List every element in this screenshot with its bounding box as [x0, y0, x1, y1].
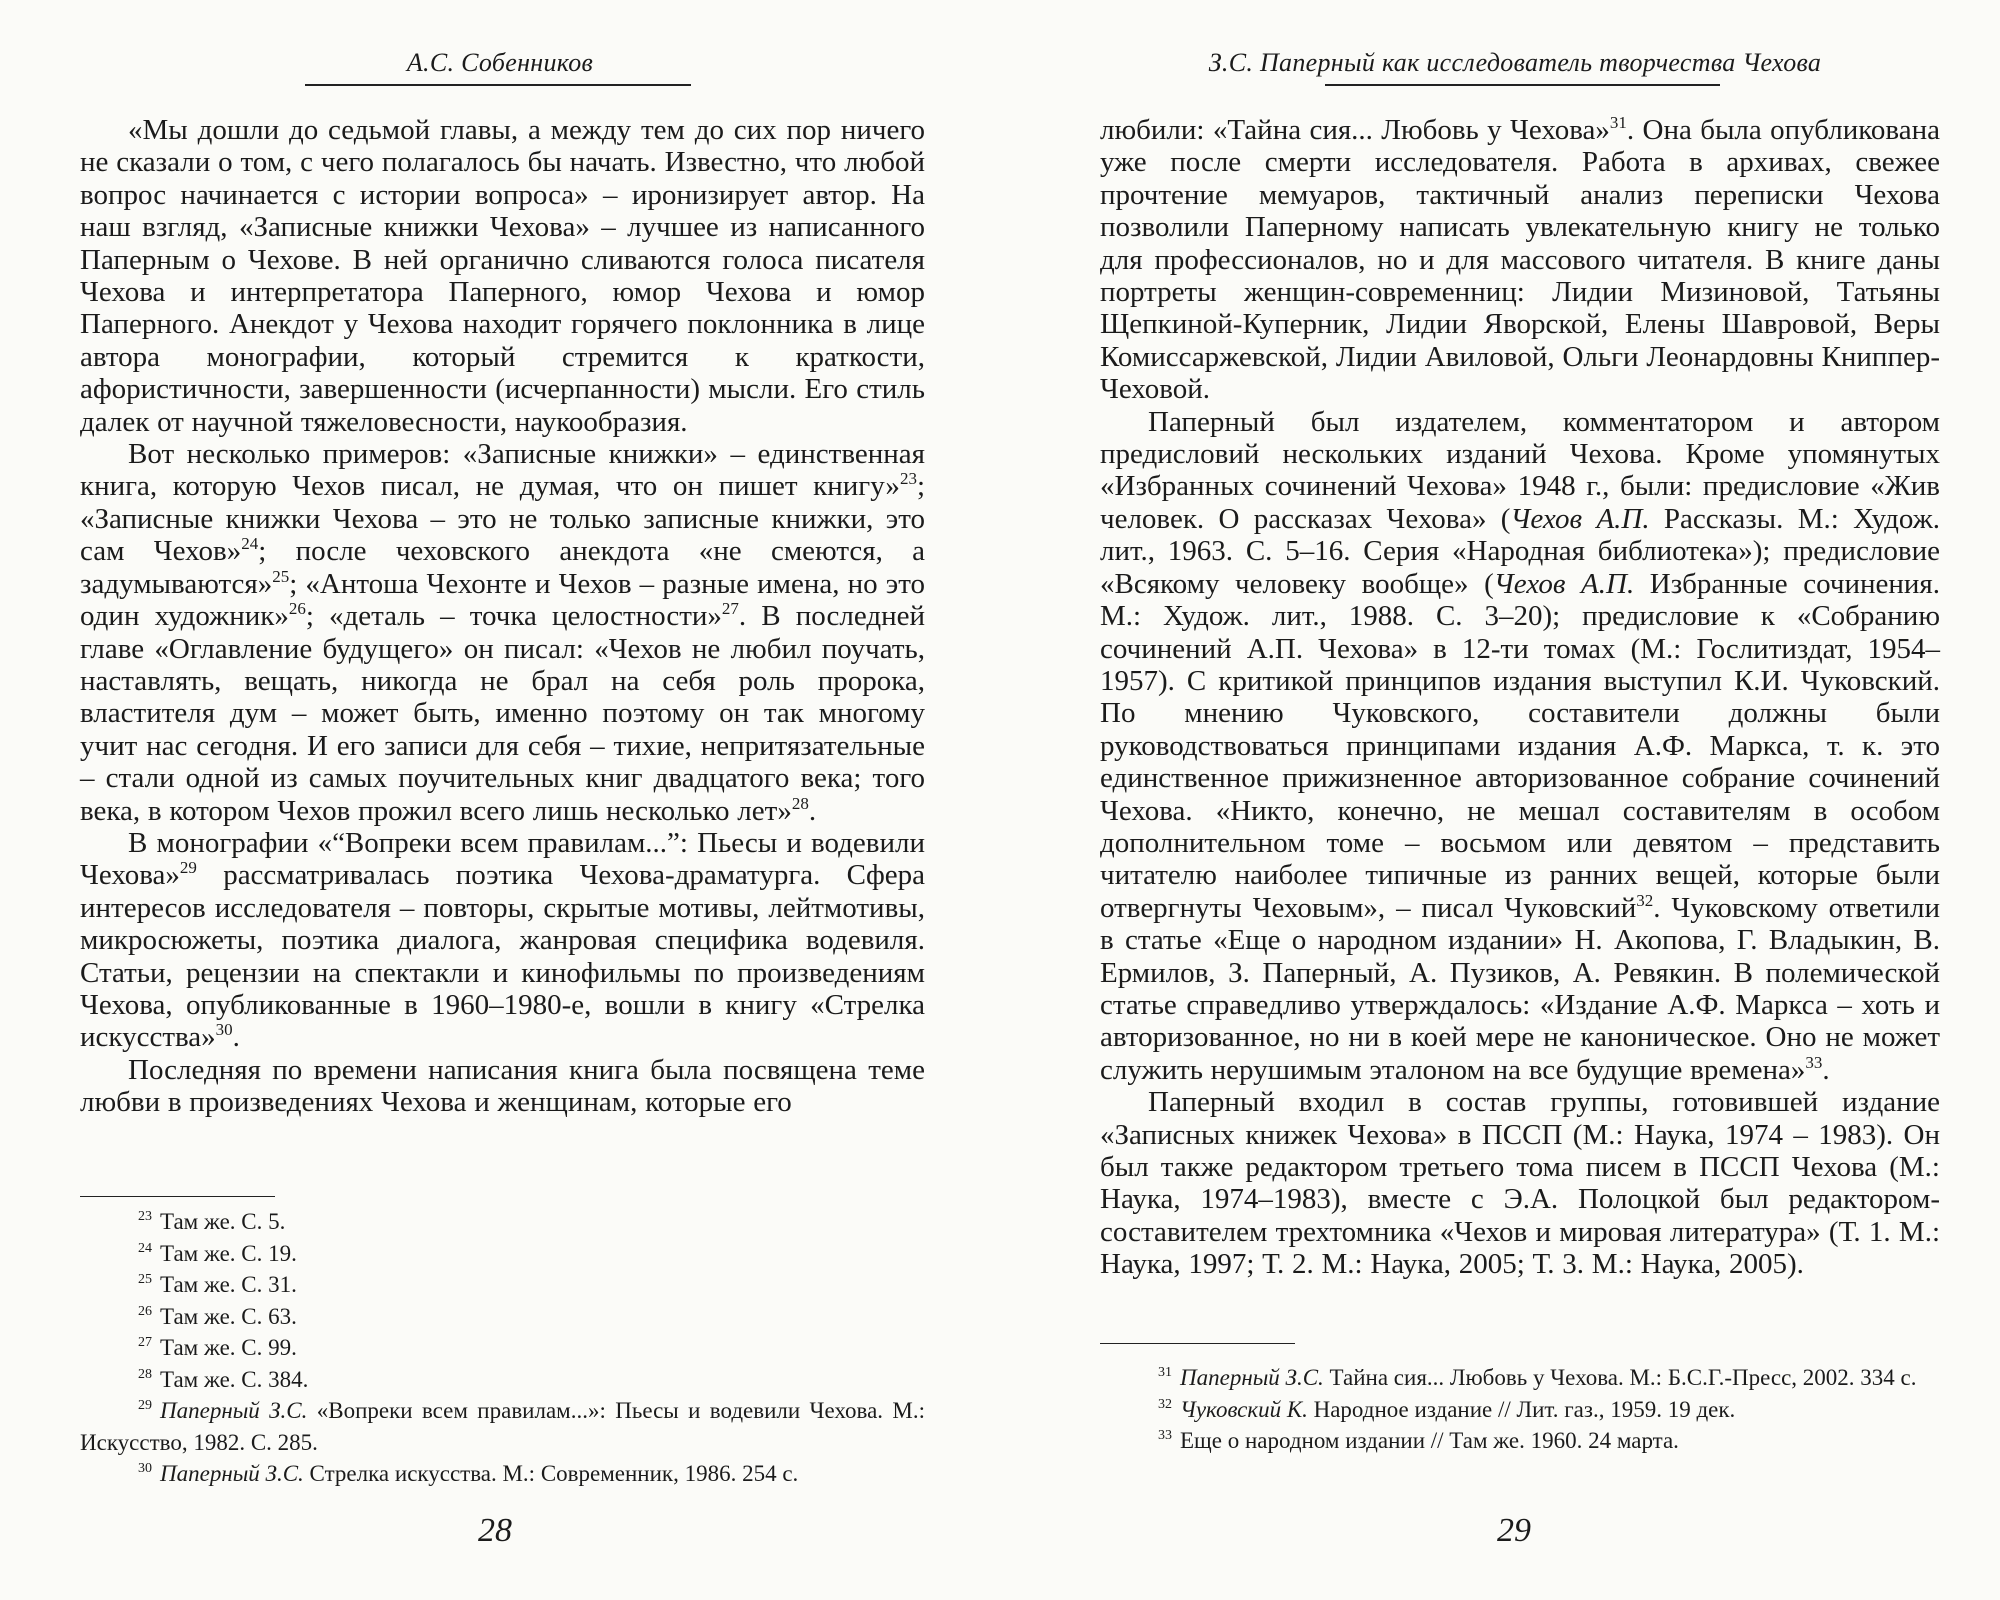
- footnote: $^{27}$ Там же. С. 99.: [138, 1335, 297, 1360]
- footnotes: [1100, 1362, 1940, 1457]
- footnote-ref[interactable]: 26: [288, 599, 306, 619]
- footnote: $^{32}$ Чуковский К. Народное издание // Лит. газ., 1959. 19 дек.: [1158, 1396, 1736, 1422]
- paragraph: Последняя по времени написания книга была посвящена теме любви в произведениях Чехова и женщинам, которые его: [80, 1053, 925, 1119]
- footnote-rule: [80, 1196, 275, 1197]
- footnote-ref[interactable]: 31: [1609, 113, 1627, 132]
- footnote-ref[interactable]: 23: [899, 469, 917, 489]
- footnote-ref[interactable]: 24: [241, 534, 259, 554]
- footnote: $^{29}$ Паперный З.С. «Вопреки всем правилам...»: Пьесы и водевили Чехова. М.: Искусство, 1982. С. 285.: [80, 1398, 925, 1455]
- footnote-ref[interactable]: 32: [1636, 890, 1654, 910]
- footnotes: [80, 1206, 925, 1490]
- paragraph: Паперный входил в состав группы, готовившей издание «Записных книжек Чехова» в ПССП (М.: Наука, 1974 – 1983). Он был также редактором третьего тома писем в ПССП Чехова (М.: Наука, 1974–1983), вместе с Э.А. Полоцкой был редактором-составителем трехтомника «Чехов и мировая литература» (Т. 1. М.: Наука, 1997; Т. 2. М.: Наука, 2005; Т. 3. М.: Наука, 2005).: [1100, 1086, 1940, 1281]
- footnote: $^{24}$ Там же. С. 19.: [138, 1240, 297, 1266]
- footnote: $^{33}$ Еще о народном издании // Там же. 1960. 24 марта.: [1158, 1428, 1679, 1453]
- footnote-ref[interactable]: 33: [1805, 1052, 1823, 1072]
- page-number: 29: [1497, 1512, 1531, 1549]
- footnote: $^{26}$ Там же. С. 63.: [138, 1303, 297, 1329]
- footnote: $^{28}$ Там же. С. 384.: [138, 1366, 309, 1392]
- footnote-ref[interactable]: 28: [791, 793, 809, 813]
- paragraph: Вот несколько примеров: «Записные книжки» – единственная книга, которую Чехов писал, не думая, что он пишет книгу»$^{23}$; «Записные книжки Чехова – это не только записные книжки, это сам Чехов»$^{24}$; после чеховского анекдота «не смеются, а задумываются»$^{25}$; «Антоша Чехонте и Чехов – разные имена, но это один художник»$^{26}$; «деталь – точка целостности»$^{27}$. В последней главе «Оглавление будущего» он писал: «Чехов не любил поучать, наставлять, вещать, никогда не брал на себя роль пророка, властителя дум – может быть, именно поэтому он так многому учит нас сегодня. И его записи для себя – тихие, непритязательные – стали одной из самых поучительных книг двадцатого века; того века, в котором Чехов прожил всего лишь несколько лет»$^{28}$.: [80, 438, 926, 827]
- footnote-ref[interactable]: 25: [272, 566, 290, 586]
- footnote: $^{31}$ Паперный З.С. Тайна сия... Любовь у Чехова. М.: Б.С.Г.-Пресс, 2002. 334 с.: [1158, 1365, 1917, 1390]
- right-page: [1000, 0, 2000, 1600]
- paragraph: «Мы дошли до седьмой главы, а между тем до сих пор ничего не сказали о том, с чего полагалось бы начать. Известно, что любой вопрос начинается с истории вопроса» – иронизирует автор. На наш взгляд, «Записные книжки Чехова» – лучшее из написанного Паперным о Чехове. В ней органично сливаются голоса писателя Чехова и интерпретатора Паперного, юмор Чехова и юмор Паперного. Анекдот у Чехова находит горячего поклонника в лице автора монографии, который стремится к краткости, афористичности, завершенности (исчерпанности) мысли. Его стиль далек от научной тяжеловесности, наукообразия.: [80, 114, 925, 438]
- header-rule: [305, 84, 691, 86]
- footnote: $^{25}$ Там же. С. 31.: [138, 1272, 297, 1297]
- paragraph: любили: «Тайна сия... Любовь у Чехова»$^{31}$. Она была опубликована уже после смерти исследователя. Работа в архивах, свежее прочтение мемуаров, тактичный анализ переписки Чехова позволили Паперному написать увлекательную книгу не только для профессионалов, но и для массового читателя. В книге даны портреты женщин-современниц: Лидии Мизиновой, Татьяны Щепкиной-Куперник, Лидии Яворской, Елены Шавровой, Веры Комиссаржевской, Лидии Авиловой, Ольги Леонардовны Книппер-Чеховой.: [1100, 113, 1940, 406]
- footnote: $^{30}$ Паперный З.С. Стрелка искусства. М.: Современник, 1986. 254 с.: [138, 1461, 799, 1486]
- page-number: 28: [478, 1512, 512, 1549]
- header-rule: [1325, 84, 1720, 86]
- footnote-ref[interactable]: 27: [721, 599, 739, 619]
- running-head: З.С. Паперный как исследователь творчества Чехова: [1208, 48, 1822, 77]
- paragraph: Паперный был издателем, комментатором и автором предисловий нескольких изданий Чехова. Кроме упомянутых «Избранных сочинений Чехова» 1948 г., были: предисловие «Жив человек. О рассказах Чехова» (Чехов А.П. Рассказы. М.: Худож. лит., 1963. С. 5–16. Серия «Народная библиотека»); предисловие «Всякому человеку вообще» (Чехов А.П. Избранные сочинения. М.: Худож. лит., 1988. С. 3–20); предисловие к «Собранию сочинений А.П. Чехова» в 12-ти томах (М.: Гослитиздат, 1954–1957). С критикой принципов издания выступил К.И. Чуковский. По мнению Чуковского, составители должны были руководствоваться принципами издания А.Ф. Маркса, т. к. это единственное прижизненное авторизованное собрание сочинений Чехова. «Никто, конечно, не мешал составителям в особом дополнительном томе – восьмом или девятом – представить читателю наиболее типичные из ранних вещей, которые были отвергнуты Чеховым», – писал Чуковский$^{32}$. Чуковскому ответили в статье «Еще о народном издании» Н. Акопова, Г. Владыкин, В. Ермилов, З. Паперный, А. Пузиков, А. Ревякин. В полемической статье справедливо утверждалось: «Издание А.Ф. Маркса – хоть и авторизованное, но ни в коей мере не каноническое. Оно не может служить нерушимым эталоном на все будущие времена»$^{33}$.: [1100, 405, 1940, 1086]
- footnote-rule: [1100, 1343, 1295, 1344]
- footnote: $^{23}$ Там же. С. 5.: [138, 1209, 286, 1234]
- paragraph: В монографии «“Вопреки всем правилам...”: Пьесы и водевили Чехова»$^{29}$ рассматривалась поэтика Чехова-драматурга. Сфера интересов исследователя – повторы, скрытые мотивы, лейтмотивы, микросюжеты, поэтика диалога, жанровая специфика водевиля. Статьи, рецензии на спектакли и кинофильмы по произведениям Чехова, опубликованные в 1960–1980-е, вошли в книгу «Стрелка искусства»$^{30}$.: [80, 826, 925, 1054]
- running-head: А.С. Собенников: [406, 48, 594, 77]
- body-text: [1100, 114, 1940, 1281]
- body-text: [80, 114, 925, 1119]
- footnote-ref[interactable]: 29: [179, 858, 197, 878]
- footnote-ref[interactable]: 30: [215, 1020, 233, 1040]
